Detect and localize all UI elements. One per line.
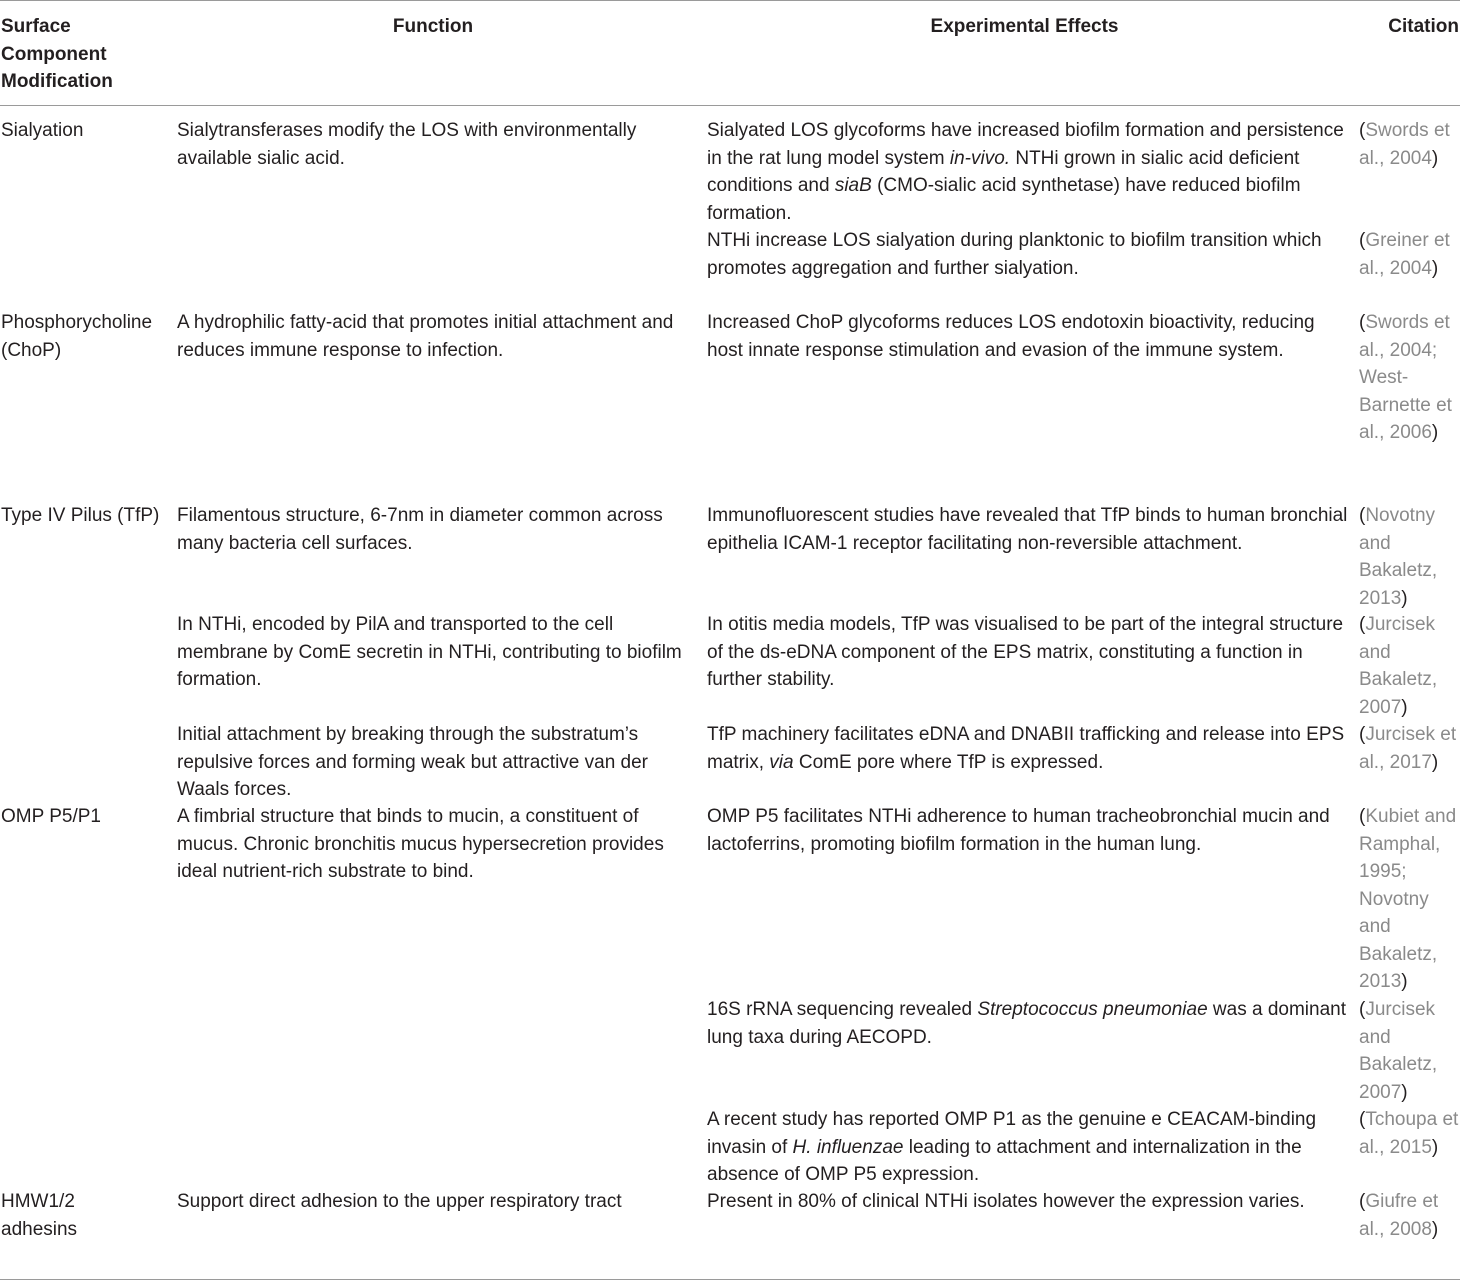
- row-citation: (Novotny and Bakaletz, 2013): [1359, 505, 1438, 609]
- row-citation: (Greiner et al., 2004): [1359, 230, 1450, 279]
- header-effects: Experimental Effects: [930, 16, 1119, 37]
- row-function: A hydrophilic fatty-acid that promotes initial attachment and reduces immune response to infection.: [177, 312, 674, 361]
- bottom-rule: [0, 1279, 1460, 1280]
- row-effect: OMP P5 facilitates NTHi adherence to human tracheobronchial mucin and lactoferrins, promoting biofilm formation in the human lung.: [707, 806, 1330, 855]
- row-effect: Immunofluorescent studies have revealed that TfP binds to human bronchial epithelia ICAM-1 receptor facilitating non-reversible attachment.: [707, 505, 1348, 554]
- row-citation: (Jurcisek et al., 2017): [1359, 724, 1457, 773]
- row-component: HMW1/2 adhesins: [1, 1191, 78, 1240]
- row-effect: Present in 80% of clinical NTHi isolates however the expression varies.: [707, 1191, 1305, 1212]
- row-citation: (Swords et al., 2004): [1359, 120, 1450, 169]
- row-function: Initial attachment by breaking through the substratum’s repulsive forces and forming weak but attractive van der Waals forces.: [177, 724, 649, 800]
- row-effect: NTHi increase LOS sialyation during planktonic to biofilm transition which promotes aggregation and further sialyation.: [707, 230, 1322, 279]
- row-effect: In otitis media models, TfP was visualised to be part of the integral structure of the ds-eDNA component of the EPS matrix, constituting a function in further stability.: [707, 614, 1344, 690]
- row-effect: 16S rRNA sequencing revealed Streptococcus pneumoniae was a dominant lung taxa during AECOPD.: [707, 999, 1347, 1048]
- row-citation: (Tchoupa et al., 2015): [1359, 1109, 1459, 1158]
- row-citation: (Jurcisek and Bakaletz, 2007): [1359, 614, 1438, 718]
- row-citation: (Kubiet and Ramphal, 1995; Novotny and Bakaletz, 2013): [1359, 806, 1457, 992]
- row-function: In NTHi, encoded by PilA and transported to the cell membrane by ComE secretin in NTHi, contributing to biofilm formation.: [177, 614, 682, 690]
- row-component: Type IV Pilus (TfP): [1, 505, 160, 526]
- row-component: Sialyation: [1, 120, 84, 141]
- header-function: Function: [392, 16, 474, 37]
- header-component: Surface Component Modification: [1, 16, 113, 92]
- row-effect: Increased ChoP glycoforms reduces LOS endotoxin bioactivity, reducing host innate response stimulation and evasion of the immune system.: [707, 312, 1315, 361]
- row-component: OMP P5/P1: [1, 806, 101, 827]
- row-citation: (Jurcisek and Bakaletz, 2007): [1359, 999, 1438, 1103]
- row-function: A fimbrial structure that binds to mucin, a constituent of mucus. Chronic bronchitis mucus hypersecretion provides ideal nutrient-rich substrate to bind.: [177, 806, 664, 882]
- row-effect: TfP machinery facilitates eDNA and DNABII trafficking and release into EPS matrix, via ComE pore where TfP is expressed.: [707, 724, 1345, 773]
- row-function: Sialytransferases modify the LOS with environmentally available sialic acid.: [177, 120, 637, 169]
- row-function: Support direct adhesion to the upper respiratory tract: [177, 1191, 622, 1212]
- row-effect: A recent study has reported OMP P1 as the genuine e CEACAM-binding invasin of H. influenzae leading to attachment and internalization in the absence of OMP P5 expression.: [707, 1109, 1317, 1185]
- row-citation: (Swords et al., 2004; West-Barnette et al., 2006): [1359, 312, 1452, 443]
- row-component: Phosphorycholine (ChoP): [1, 312, 153, 361]
- header-rule: [0, 105, 1460, 106]
- row-citation: (Giufre et al., 2008): [1359, 1191, 1439, 1240]
- header-citation: Citation: [1388, 16, 1459, 37]
- top-rule: [0, 0, 1460, 1]
- row-function: Filamentous structure, 6-7nm in diameter common across many bacteria cell surfaces.: [177, 505, 663, 554]
- row-effect: Sialyated LOS glycoforms have increased biofilm formation and persistence in the rat lung model system in-vivo. NTHi grown in sialic acid deficient conditions and siaB (CMO-sialic acid synthetase) have reduced biofilm formation.: [707, 120, 1344, 224]
